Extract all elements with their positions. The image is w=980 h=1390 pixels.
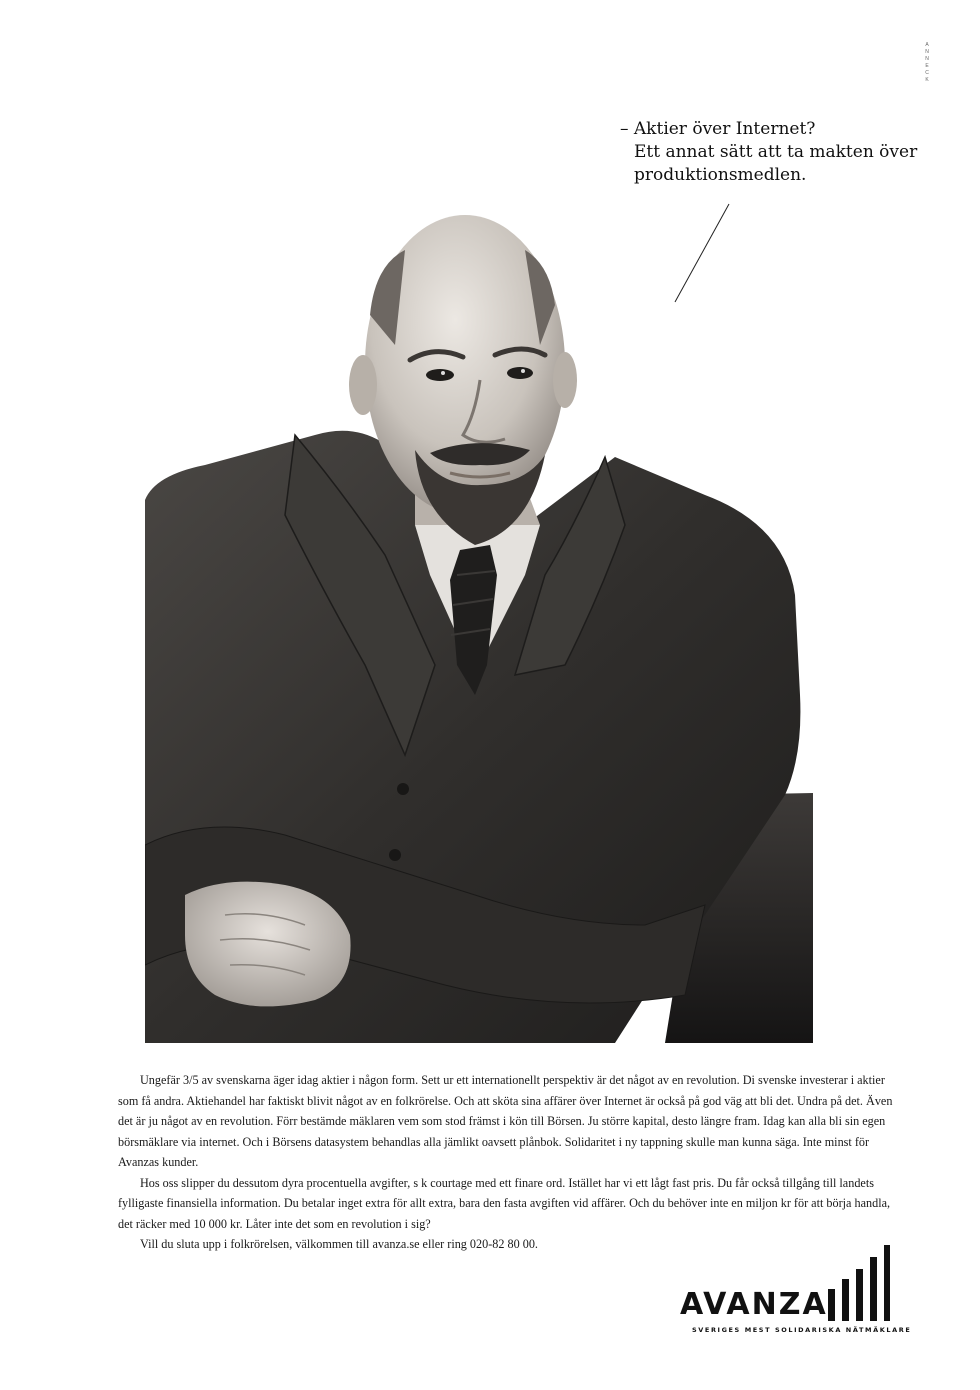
avanza-logo bbox=[680, 1245, 912, 1345]
body-paragraph-3: Vill du sluta upp i folkrörelsen, välkommen till avanza.se eller ring 020-82 80 00. bbox=[140, 1237, 538, 1251]
vest-button bbox=[397, 783, 409, 795]
quote-line-2: Ett annat sätt att ta makten över bbox=[634, 142, 918, 162]
logo-wordmark: AVANZA bbox=[680, 1287, 828, 1322]
eye bbox=[507, 367, 533, 379]
logo-tagline: SVERIGES MEST SOLIDARISKA NÄTMÄKLARE bbox=[692, 1326, 912, 1334]
quote-line-1: – Aktier över Internet? bbox=[620, 119, 816, 139]
body-paragraph-2: Hos oss slipper du dessutom dyra procentuella avgifter, s k courtage med ett finare ord. Istället har vi ett lågt fast pris. Du får också tillgång till landets fylligaste finansiella information. Du betalar inget extra för allt extra, bara den fasta avgiften vid affärer. Och du behöver inte en miljon kr för att börja handla, det räcker med 10 000 kr. Låter inte det som en revolution i sig? bbox=[118, 1175, 891, 1231]
quote-line-3: produktionsmedlen. bbox=[634, 165, 807, 185]
ear bbox=[349, 355, 377, 415]
eye bbox=[426, 369, 454, 381]
bar-chart-icon bbox=[828, 1245, 890, 1321]
vest-button bbox=[389, 849, 401, 861]
body-paragraph-1: Ungefär 3/5 av svenskarna äger idag aktier i någon form. Sett ur ett internationellt perspektiv är det något av en revolution. Di svenske investerar i aktier som få andra. Aktiehandel har faktiskt blivit något av en folkrörelse. Och att sköta sina affärer över Internet är också på god väg att bli det. Undra på det. Även det är ju något av en revolution. Förr bestämde mäklaren vem som stod främst i kön till Börsen. Ju större kapital, desto längre fram. Idag kan alla bli sin egen börsmäklare via internet. Och i Börsens datasystem behandlas alla jämlikt oavsett plånbok. Solidaritet i ny tappning skulle man kunna säga. Inte minst för Avanzas kunder. bbox=[118, 1073, 893, 1169]
body-copy bbox=[118, 1070, 898, 1255]
agency-credit: ANNECK bbox=[924, 42, 930, 84]
portrait-photo bbox=[145, 195, 813, 1043]
ear bbox=[553, 352, 577, 408]
